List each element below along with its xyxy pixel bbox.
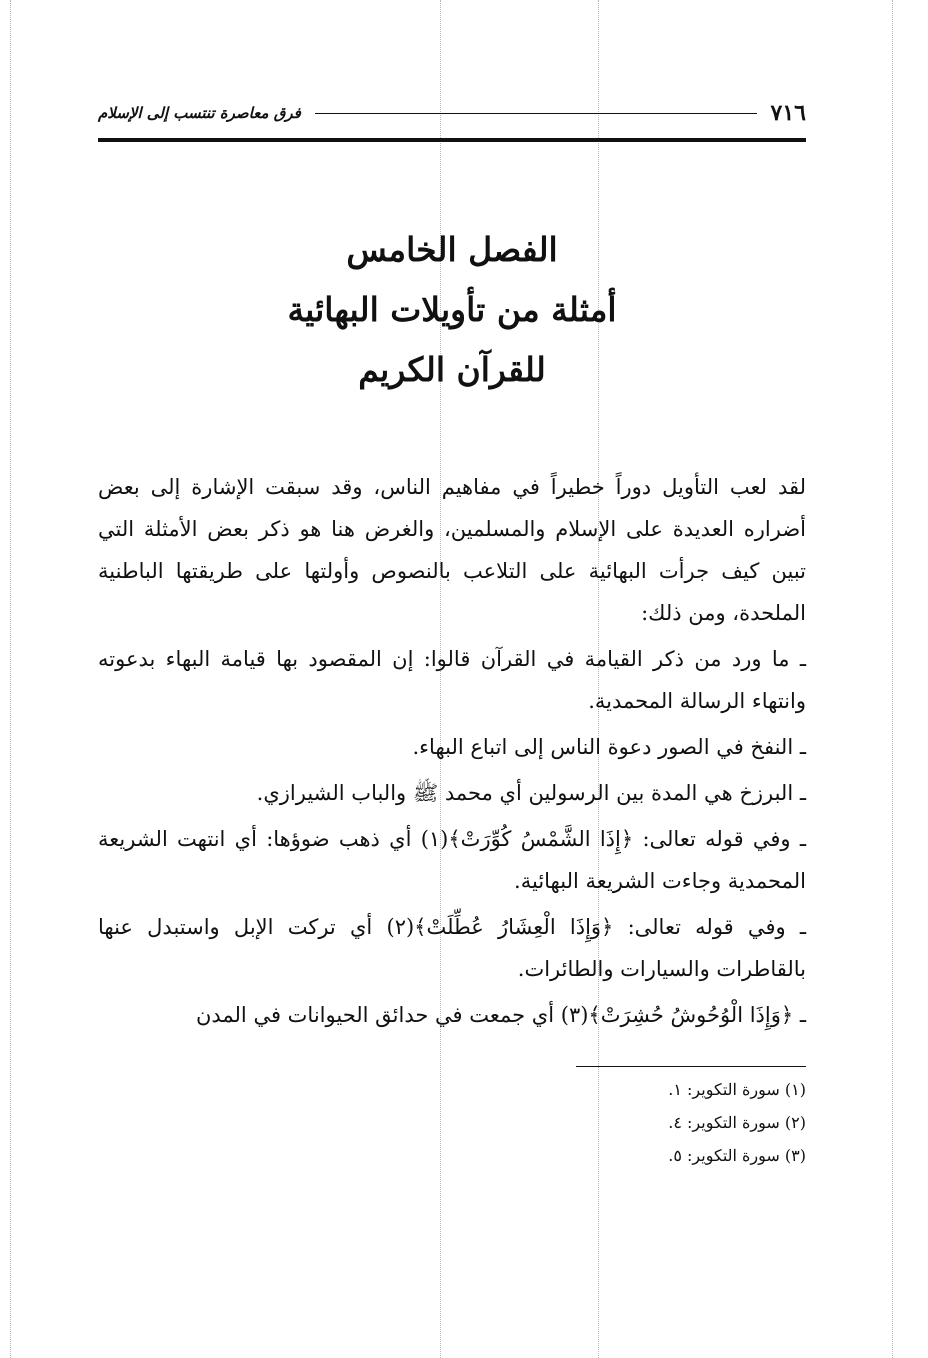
paragraph: ـ النفخ في الصور دعوة الناس إلى اتباع البهاء. [412, 735, 806, 759]
footnotes [98, 1073, 806, 1172]
paragraph: ـ ما ورد من ذكر القيامة في القرآن قالوا: إن المقصود بها قيامة البهاء بدعوته وانتهاء الرسالة المحمدية. [98, 647, 806, 713]
page-number: ٧١٦ [770, 100, 806, 126]
scan-artifact [892, 0, 893, 1358]
paragraph: ـ وفي قوله تعالى: ﴿إِذَا الشَّمْسُ كُوِّرَتْ﴾(١) أي ذهب ضوؤها: أي انتهت الشريعة المحمدية وجاءت الشريعة البهائية. [98, 827, 806, 893]
paragraph: ـ ﴿وَإِذَا الْوُحُوشُ حُشِرَتْ﴾(٣) أي جمعت في حدائق الحيوانات في المدن [195, 1003, 806, 1027]
chapter-subtitle: للقرآن الكريم [358, 350, 546, 389]
footnote: (١) سورة التكوير: ١. [668, 1080, 806, 1099]
paragraph: ـ وفي قوله تعالى: ﴿وَإِذَا الْعِشَارُ عُطِّلَتْ﴾(٢) أي تركت الإبل واستبدل عنها بالقاطرات والسيارات والطائرات. [98, 915, 806, 981]
chapter-heading [98, 220, 806, 400]
running-title: فرق معاصرة تنتسب إلى الإسلام [98, 104, 301, 122]
chapter-number: الفصل الخامس [346, 230, 558, 269]
chapter-title: أمثلة من تأويلات البهائية [287, 290, 617, 329]
running-header [98, 90, 806, 136]
header-divider [98, 138, 806, 142]
paragraph: ـ البرزخ هي المدة بين الرسولين أي محمد ﷺ والباب الشيرازي. [256, 781, 806, 805]
paragraph: لقد لعب التأويل دوراً خطيراً في مفاهيم الناس، وقد سبقت الإشارة إلى بعض أضراره العديدة على الإسلام والمسلمين، والغرض هنا هو ذكر بعض الأمثلة التي تبين كيف جرأت البهائية على التلاعب بالنصوص وأولتها على طريقتها الباطنية الملحدة، ومن ذلك: [98, 475, 806, 625]
book-page [98, 90, 806, 1172]
footnote-separator [576, 1066, 806, 1067]
footnote: (٣) سورة التكوير: ٥. [668, 1146, 806, 1165]
body-text [98, 466, 806, 1036]
footnote: (٢) سورة التكوير: ٤. [668, 1113, 806, 1132]
scan-artifact [10, 0, 11, 1358]
header-rule [315, 113, 757, 114]
